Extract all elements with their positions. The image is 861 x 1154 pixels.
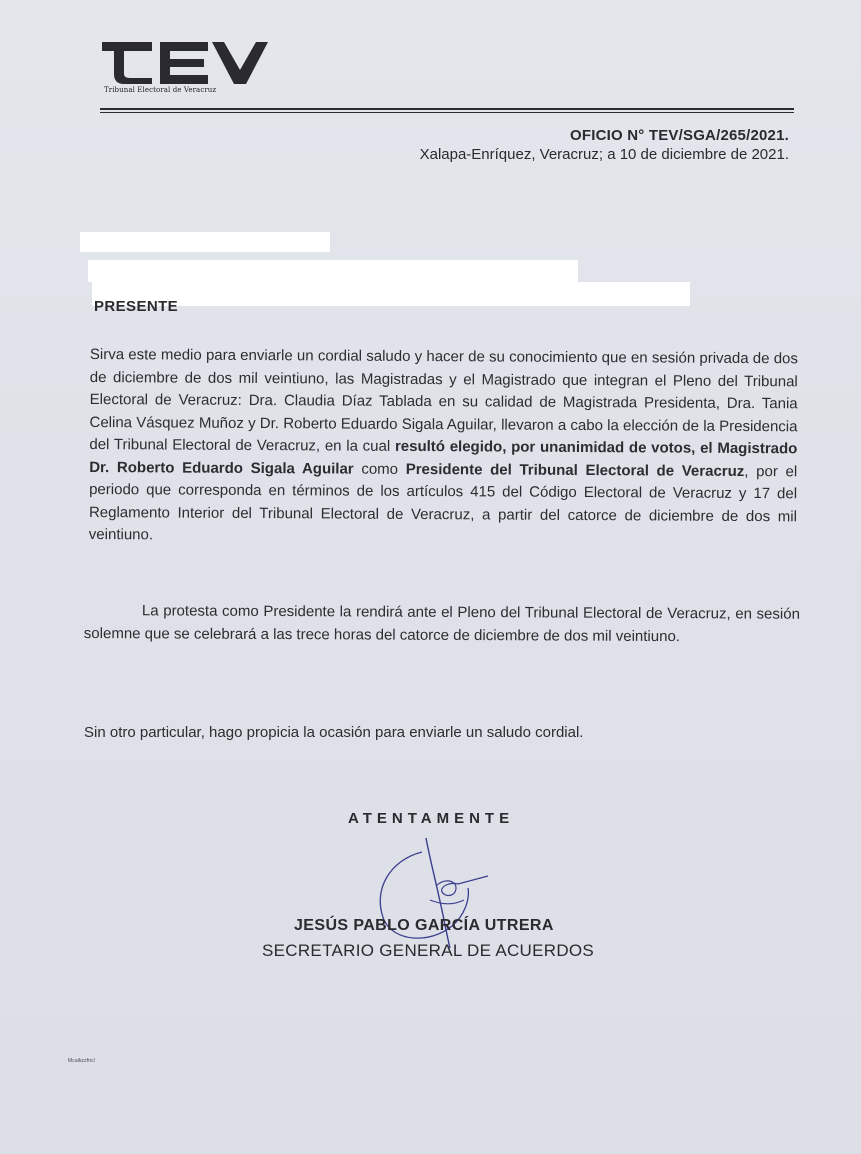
closing-line: Sin otro particular, hago propicia la ocasión para enviarle un saludo cordial. [84,724,584,741]
redaction-box [80,232,330,252]
oficio-number: OFICIO N° TEV/SGA/265/2021. [570,127,789,144]
signer-title: SECRETARIO GENERAL DE ACUERDOS [262,941,595,960]
p1-bold-1: resultó elegido, por unanimidad de votos, el Magistrado Dr. Roberto Eduardo Sigala Aguilar [89,437,798,478]
signer-name: JESÚS PABLO GARCÍA UTRERA [294,917,554,934]
atentamente-label: ATENTAMENTE [348,810,515,827]
salutation: PRESENTE [94,298,179,315]
body-paragraph-2: La protesta como Presidente la rendirá ante el Pleno del Tribunal Electoral de Veracruz, en sesión solemne que se celebrará a las trece horas del catorce de diciembre de dos mil veintiuno. [83,602,800,645]
tev-logo-mark [100,38,270,86]
p1-text-1: Sirva este medio para enviarle un cordial saludo y hacer de su conocimiento que en sesión privada de dos de diciembre de dos mil veintiuno, las Magistradas y el Magistrado que integran el Pleno del Tribunal Electoral de Veracruz: Dra. Claudia Díaz Tablada en su calidad de Magistrada Presidenta, Dra. Tania Celina Vásquez Muñoz y Dr. Roberto Eduardo Sigala Aguilar, llevaron a cabo la elección de la Presidencia del Tribunal Electoral de Veracruz, en la cual [89,345,798,455]
header-rule [100,108,794,110]
place-date: Xalapa-Enríquez, Veracruz; a 10 de diciembre de 2021. [419,146,789,163]
p1-text-2: como [353,460,406,478]
footer-initials: Mcalkzzfnc/ [68,1058,96,1064]
redaction-box [92,282,690,306]
header-rule-thin [100,112,794,113]
logo-caption: Tribunal Electoral de Veracruz [104,86,217,94]
redaction-box [88,260,578,282]
p1-text-3: , por el periodo que corresponda en términos de los artículos 415 del Código Electoral de Veracruz y 17 del Reglamento Interior del Tribunal Electoral de Veracruz, a partir del catorce de diciembre de dos mil veintiuno. [88,462,798,544]
body-paragraph-1 [89,344,798,551]
p1-bold-2: Presidente del Tribunal Electoral de Veracruz [405,460,745,480]
